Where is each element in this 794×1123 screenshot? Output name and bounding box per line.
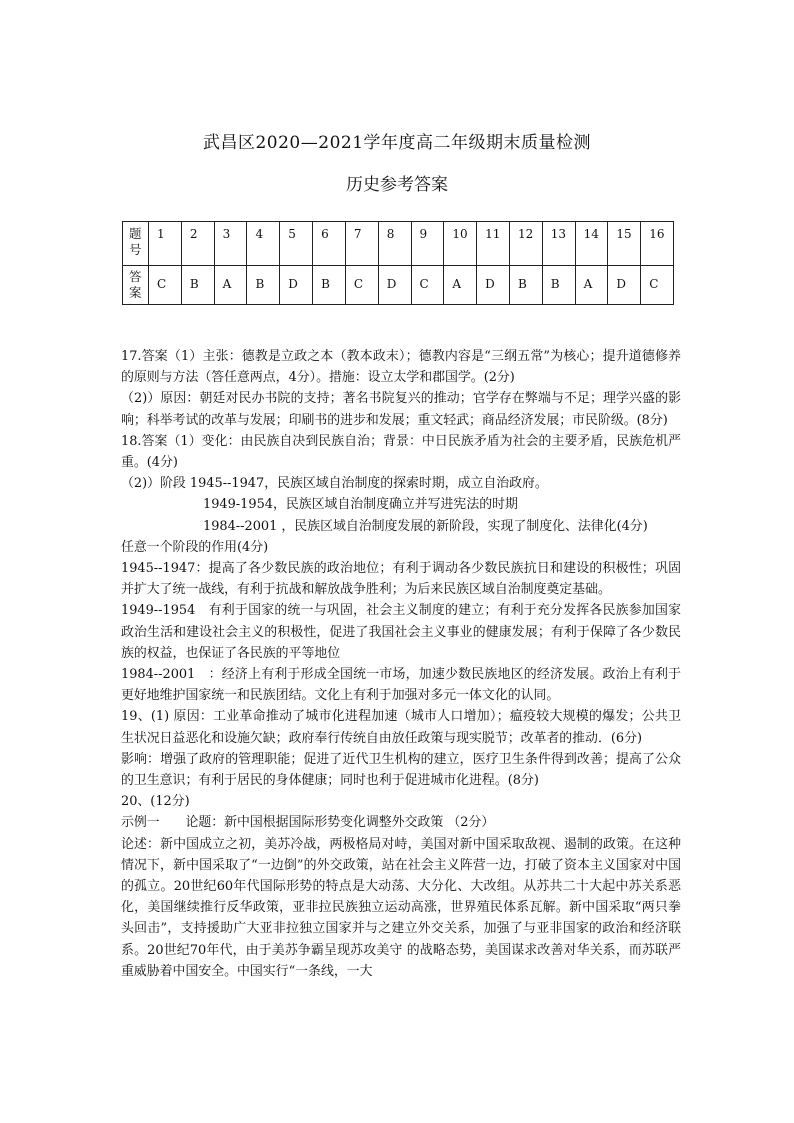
answer-table — [122, 221, 674, 305]
answer-body — [121, 346, 681, 982]
question-number: 10 — [444, 222, 477, 266]
question-number: 6 — [313, 222, 346, 266]
q20-heading: 20、(12分) — [121, 794, 190, 810]
q18-part2-stage2: 1949-1954，民族区域自治制度确立并写进宪法的时期 — [203, 497, 518, 513]
answer-cell: A — [444, 265, 477, 304]
answer-cell: C — [411, 265, 444, 304]
answer-cell: B — [181, 265, 214, 304]
question-number: 5 — [280, 222, 313, 266]
page-subtitle: 历史参考答案 — [346, 175, 448, 195]
question-number: 16 — [641, 222, 674, 266]
q19-part1: 19、(1) 原因：工业革命推动了城市化进程加速（城市人口增加）；瘟疫较大规模的爆发；公共卫生状况日益恶化和设施欠缺；政府奉行传统自由放任政策与现实脱节；改革者的推动．(6分) — [121, 709, 681, 746]
answer-cell: C — [641, 265, 674, 304]
q18-part2-stage3: 1984--2001 ，民族区域自治制度发展的新阶段，实现了制度化、法律化(4分) — [203, 518, 648, 534]
question-number: 15 — [608, 222, 641, 266]
answer-row — [123, 265, 674, 304]
page-title: 武昌区2020—2021学年度高二年级期末质量检测 — [202, 133, 592, 153]
question-number: 12 — [509, 222, 542, 266]
answer-cell: B — [313, 265, 346, 304]
answer-cell: A — [214, 265, 247, 304]
question-number: 1 — [149, 222, 182, 266]
q19-part2: 影响：增强了政府的管理职能；促进了近代卫生机构的建立，医疗卫生条件得到改善；提高了公众的卫生意识；有利于居民的身体健康；同时也利于促进城市化进程。(8分) — [121, 751, 681, 789]
answer-cell: D — [608, 265, 641, 304]
answer-cell: C — [149, 265, 182, 304]
answer-cell: B — [509, 265, 542, 304]
question-number: 11 — [477, 222, 510, 266]
question-number: 8 — [378, 222, 411, 266]
question-number: 9 — [411, 222, 444, 266]
q20-example-argument: 论述：新中国成立之初，美苏冷战，两极格局对峙，美国对新中国采取敌视、遏制的政策。在这种情况下，新中国采取了“一边倒”的外交政策，站在社会主义阵营一边，打破了资本主义国家对中国的孤立。20世纪60年代国际形势的特点是大动荡、大分化、大改组。从苏共二十大起中苏关系恶化，美国继续推行反华政策，亚非拉民族独立运动高涨，世界殖民体系瓦解。新中国采取“两只拳头回击”，支持援助广大亚非拉独立国家并与之建立外交关系，加强了与亚非国家的政治和经济联系。20世纪70年代，由于美苏争霸呈现苏攻美守 的战略态势，美国谋求改善对华关系，而苏联严重威胁着中国安全。中国实行“一条线，一大 — [121, 836, 681, 979]
q18-part1: 18.答案（1）变化：由民族自决到民族自治；背景：中日民族矛盾为社会的主要矛盾，民族危机严重。(4分) — [121, 433, 681, 471]
answer-cell: B — [542, 265, 575, 304]
question-number: 14 — [575, 222, 608, 266]
q18-role-1945: 1945--1947：提高了各少数民族的政治地位；有利于调动各少数民族抗日和建设的积极性；巩固并扩大了统一战线，有利于抗战和解放战争胜利；为后来民族区域自治制度奠定基础。 — [121, 561, 681, 598]
q18-role-heading: 任意一个阶段的作用(4分) — [121, 539, 269, 555]
question-number: 2 — [181, 222, 214, 266]
q17-part2: （2)）原因：朝廷对民办书院的支持；著名书院复兴的推动；官学存在弊端与不足；理学兴盛的影响；科举考试的改革与发展；印刷书的进步和发展；重文轻武；商品经济发展；市民阶级。(8分) — [121, 391, 681, 428]
answer-cell: C — [345, 265, 378, 304]
q18-part2-stage1: （2)）阶段 1945--1947，民族区域自治制度的探索时期，成立自治政府。 — [121, 476, 548, 492]
q18-role-1949: 1949--1954 有利于国家的统一与巩固，社会主义制度的建立；有利于充分发挥各民族参加国家政治生活和建设社会主义的积极性，促进了我国社会主义事业的健康发展；有利于保障了各少数民族的权益，也保证了各民族的平等地位 — [121, 603, 681, 661]
answer-cell: D — [378, 265, 411, 304]
row-label-number: 题号 — [123, 222, 149, 266]
question-number: 3 — [214, 222, 247, 266]
answer-cell: A — [575, 265, 608, 304]
answer-cell: D — [477, 265, 510, 304]
answer-cell: B — [247, 265, 280, 304]
question-number: 7 — [345, 222, 378, 266]
answer-cell: D — [280, 265, 313, 304]
question-number-row — [123, 222, 674, 266]
question-number: 13 — [542, 222, 575, 266]
row-label-answer: 答案 — [123, 265, 149, 304]
q18-role-1984: 1984--2001 ：经济上有利于形成全国统一市场，加速少数民族地区的经济发展。政治上有利于更好地维护国家统一和民族团结。文化上有利于加强对多元一体文化的认同。 — [121, 667, 681, 704]
q17-part1: 17.答案（1）主张：德教是立政之本（教本政末）；德教内容是“三纲五常”为核心；提升道德修养的原则与方法（答任意两点，4分）。措施：设立太学和郡国学。(2分) — [121, 349, 681, 386]
question-number: 4 — [247, 222, 280, 266]
q20-example-thesis: 示例一 论题：新中国根据国际形势变化调整外交政策 （2分） — [121, 815, 495, 831]
